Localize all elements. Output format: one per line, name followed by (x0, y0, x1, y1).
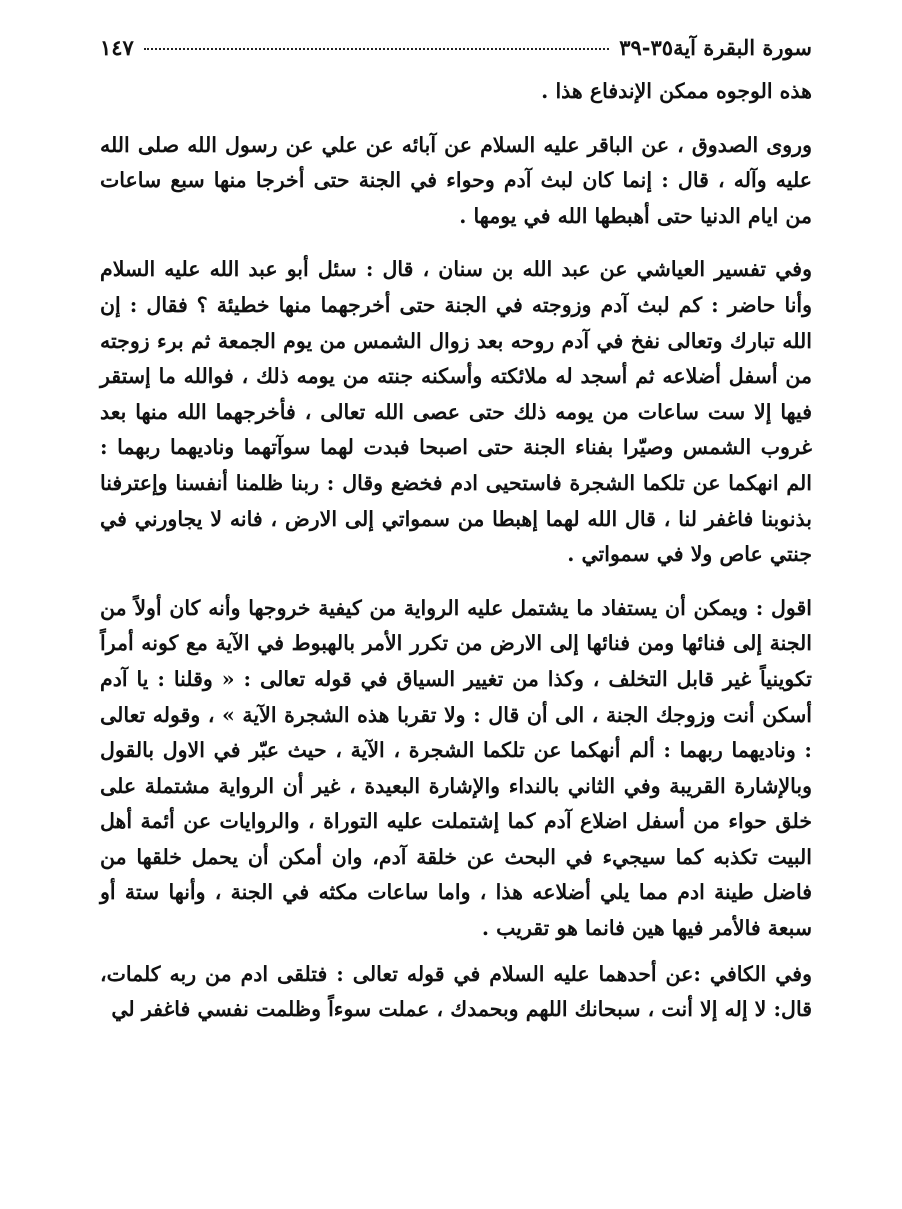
running-header (100, 30, 812, 64)
paragraph-text: هذه الوجوه ممكن الإندفاع هذا . (541, 79, 812, 103)
spacer (100, 234, 812, 252)
spacer (100, 573, 812, 591)
paragraph-text: وفي تفسير العياشي عن عبد الله بن سنان ، قال : سئل أبو عبد الله عليه السلام وأنا حاضر : كم لبث آدم وزوجته في الجنة حتى أخرجهما منها خطيئة ؟ فقال : إن الله تبارك وتعالى نفخ في آدم روحه بعد زوال الشمس من يوم الجمعة ثم برء زوجته من أسفل أضلاعه ثم أسجد له ملائكته وأسكنه جنته من يومه ذلك ، فوالله ما إستقر فيها إلا ست ساعات من يومه ذلك حتى عصى الله تعالى ، فأخرجهما الله منها بعد غروب الشمس وصيّرا بفناء الجنة حتى اصبحا فبدت لهما سوآتهما وناديهما ربهما : الم انهكما عن تلكما الشجرة فاستحيى ادم فخضع وقال : ربنا ظلمنا أنفسنا وإعترفنا بذنوبنا فاغفر لنا ، قال الله لهما إهبطا من سمواتي إلى الارض ، فانه لا يجاورني في جنتي عاص ولا في سمواتي . (100, 257, 812, 567)
paragraph-author-comment (100, 591, 812, 947)
surah-verse-title: سورة البقرة آية٣٥-٣٩ (619, 34, 812, 60)
spacer (100, 947, 812, 957)
paragraph-kafi-narration (100, 957, 812, 1028)
paragraph-intro (100, 74, 812, 110)
spacer (100, 64, 812, 74)
page-number: ١٤٧ (100, 34, 134, 60)
paragraph-text: وروى الصدوق ، عن الباقر عليه السلام عن آبائه عن علي عن رسول الله صلى الله عليه وآله ، قال : إنما كان لبث آدم وحواء في الجنة حتى أخرجا منها سبع ساعات من ايام الدنيا حتى أهبطها الله في يومها . (100, 132, 812, 228)
book-page (100, 30, 812, 1140)
header-dotted-rule (144, 48, 609, 50)
paragraph-ayyashi-narration (100, 252, 812, 572)
paragraph-lead: اقول : (755, 595, 812, 620)
paragraph-text: ويمكن أن يستفاد ما يشتمل عليه الرواية من كيفية خروجها وأنه كان أولاً من الجنة إلى فنائها ومن فنائها إلى الارض من تكرر الأمر بالهبوط في الآية مع كونه أمراً تكوينياً غير قابل التخلف ، وكذا من تغيير السياق في قوله تعالى : « وقلنا : يا آدم أسكن أنت وزوجك الجنة ، الى أن قال : ولا تقربا هذه الشجرة الآية » ، وقوله تعالى : وناديهما ربهما : ألم أنهكما عن تلكما الشجرة ، الآية ، حيث عبّر في الاول بالقول وبالإشارة القريبة وفي الثاني بالنداء والإشارة البعيدة ، غير أن الرواية مشتملة على خلق حواء من أسفل اضلاع آدم كما إشتملت عليه التوراة ، والروايات عن أئمة أهل البيت تكذبه كما سيجيء في البحث عن خلقة آدم، وان أمكن أن يحمل خلقها من فاضل طينة ادم مما يلي أضلاعه هذا ، واما ساعات مكثه في الجنة ، وأنها ستة أو سبعة فالأمر فيها هين فانما هو تقريب . (100, 595, 812, 941)
paragraph-text: وفي الكافي :عن أحدهما عليه السلام في قوله تعالى : فتلقى ادم من ربه كلمات، قال: لا إله إلا أنت ، سبحانك اللهم وبحمدك ، عملت سوءاً وظلمت نفسي فاغفر لي (100, 961, 812, 1022)
paragraph-saduq-narration (100, 128, 812, 235)
spacer (100, 110, 812, 128)
